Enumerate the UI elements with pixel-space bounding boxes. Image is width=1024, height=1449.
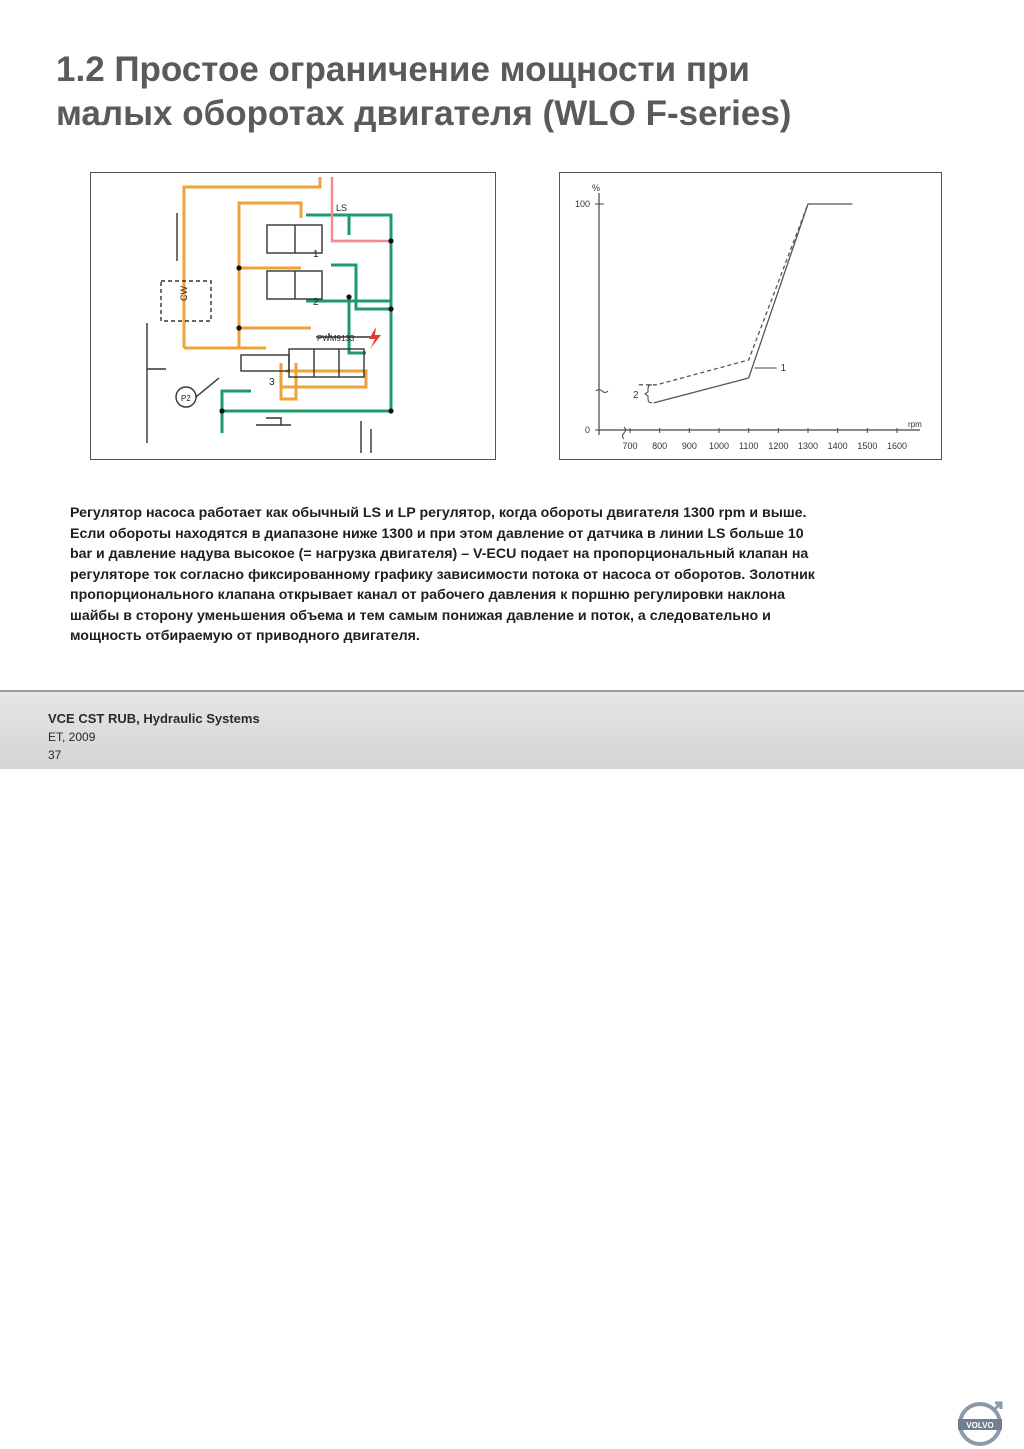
- x-tick-label-1600: 1600: [886, 441, 908, 451]
- y-axis-break: [596, 390, 608, 393]
- y-tick-label-100: 100: [574, 199, 590, 209]
- label-3: 3: [269, 377, 275, 388]
- brand-text: VOLVO: [966, 1421, 994, 1430]
- title-line-1: 1.2 Простое ограничение мощности при: [56, 50, 750, 89]
- y-axis-label: %: [592, 183, 601, 193]
- label-2: 2: [313, 297, 319, 308]
- brace-2: [645, 385, 652, 403]
- text-line-5: пропорционального клапана открывает канал от рабочего давления к поршню регулировки наклона: [70, 587, 786, 603]
- power-limit-chart: [559, 172, 942, 460]
- footer-org: VCE CST RUB, Hydraulic Systems: [48, 711, 260, 726]
- x-axis-break: [623, 427, 626, 439]
- ls-label: LS: [336, 203, 348, 213]
- footer: [0, 690, 1024, 1430]
- x-tick-label-1000: 1000: [708, 441, 730, 451]
- series-2-line: [639, 204, 808, 385]
- x-tick-label-1200: 1200: [768, 441, 789, 451]
- series-1-line: [654, 204, 853, 403]
- text-line-4: регуляторе ток согласно фиксированному графику зависимости потока от насоса от оборотов. Золотник: [70, 566, 815, 583]
- text-line-7: мощность отбираемую от приводного двигателя.: [70, 628, 420, 644]
- x-axis-label: rpm: [908, 420, 922, 429]
- text-line-3: bar и давление надува высокое (= нагрузка двигателя) – V-ECU подает на пропорциональный клапан на: [70, 546, 809, 562]
- x-tick-label-1100: 1100: [738, 441, 759, 451]
- green-lines: [222, 215, 391, 433]
- description-text: [70, 503, 1000, 647]
- p2-label: P2: [181, 394, 191, 403]
- title-line-2: малых оборотах двигателя (WLO F-series): [56, 94, 792, 133]
- annotation-2: 2: [633, 389, 639, 401]
- x-tick-label-1300: 1300: [797, 441, 819, 451]
- x-tick-label-700: 700: [622, 441, 638, 451]
- text-line-1: Регулятор насоса работает как обычный LS и LP регулятор, когда обороты двигателя 1300 rpm и выше.: [70, 505, 807, 521]
- pwm-label: PWM9133: [317, 334, 355, 343]
- lightning-icon: [369, 327, 381, 349]
- page-number: 37: [48, 748, 62, 762]
- text-line-6: шайбы в сторону уменьшения объема и тем самым понижая давление и поток, а следовательно и: [70, 607, 771, 624]
- label-1: 1: [313, 249, 319, 260]
- x-tick-label-1400: 1400: [827, 441, 848, 451]
- cw-label: CW: [179, 286, 189, 301]
- slide-title: [56, 48, 976, 136]
- hydraulic-schematic: [90, 172, 496, 460]
- y-tick-label-0: 0: [584, 425, 590, 435]
- annotation-1: 1: [780, 363, 787, 375]
- x-tick-label-1500: 1500: [857, 441, 878, 451]
- x-tick-label-800: 800: [652, 441, 668, 451]
- schematic-drawing: [91, 173, 497, 461]
- chart-svg: [560, 173, 943, 461]
- x-tick-label-900: 900: [681, 441, 697, 451]
- text-line-2: Если обороты находятся в диапазоне ниже 1300 и при этом давление от датчика в линии LS больше 10: [70, 525, 804, 542]
- footer-date: ET, 2009: [48, 730, 96, 744]
- volvo-logo: [955, 1399, 1005, 1449]
